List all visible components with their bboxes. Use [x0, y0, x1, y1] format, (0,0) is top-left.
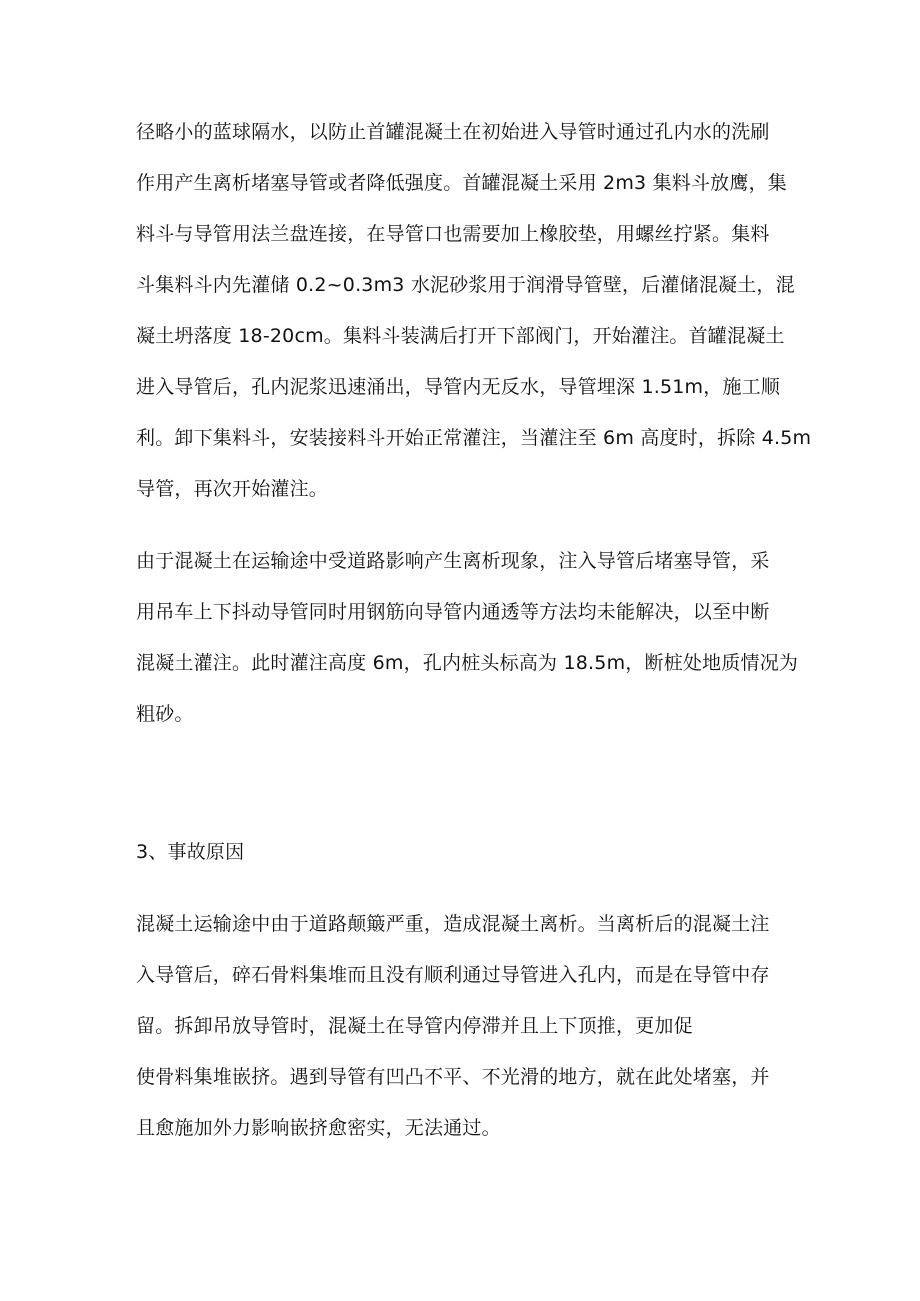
text-line: 使骨料集堆嵌挤。遇到导管有凹凸不平、不光滑的地方，就在此处堵塞，并 — [136, 1066, 770, 1088]
text-line: 进入导管后，孔内泥浆迅速涌出，导管内无反水，导管埋深 1.51m，施工顺 — [136, 376, 781, 398]
text-line: 且愈施加外力影响嵌挤愈密实，无法通过。 — [136, 1117, 501, 1139]
text-line: 用吊车上下抖动导管同时用钢筋向导管内通透等方法均未能解决，以至中断 — [136, 601, 770, 623]
text-line: 混凝土运输途中由于道路颠簸严重，造成混凝土离析。当离析后的混凝土注 — [136, 913, 770, 935]
text-line: 利。卸下集料斗，安装接料斗开始正常灌注，当灌注至 6m 高度时，拆除 4.5m — [136, 427, 812, 449]
text-line: 混凝土灌注。此时灌注高度 6m，孔内桩头标高为 18.5m，断桩处地质情况为 — [136, 652, 799, 674]
text-line: 由于混凝土在运输途中受道路影响产生离析现象，注入导管后堵塞导管，采 — [136, 550, 770, 572]
text-line: 凝土坍落度 18-20cm。集料斗装满后打开下部阀门，开始灌注。首罐混凝土 — [136, 325, 785, 347]
text-line: 留。拆卸吊放导管时，混凝土在导管内停滞并且上下顶推，更加促 — [136, 1015, 693, 1037]
text-line: 料斗与导管用法兰盘连接，在导管口也需要加上橡胶垫，用螺丝拧紧。集料 — [136, 223, 770, 245]
section-heading: 3、事故原因 — [136, 841, 245, 863]
text-line: 作用产生离析堵塞导管或者降低强度。首罐混凝土采用 2m3 集料斗放鹰，集 — [136, 172, 787, 194]
text-line: 粗砂。 — [136, 703, 194, 725]
text-line: 导管，再次开始灌注。 — [136, 478, 329, 500]
text-line: 径略小的蓝球隔水，以防止首罐混凝土在初始进入导管时通过孔内水的洗刷 — [136, 121, 770, 143]
text-line: 入导管后，碎石骨料集堆而且没有顺利通过导管进入孔内，而是在导管中存 — [136, 964, 770, 986]
text-line: 斗集料斗内先灌储 0.2~0.3m3 水泥砂浆用于润滑导管壁，后灌储混凝土，混 — [136, 274, 795, 296]
